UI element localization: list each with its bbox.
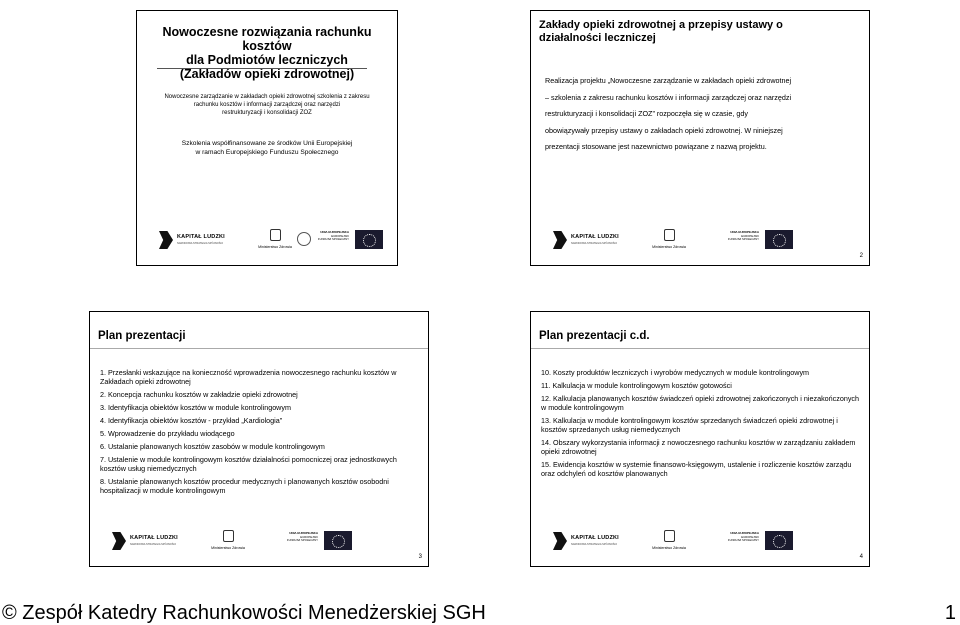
agenda-item: 7. Ustalenie w module kontrolingowym kosztów działalności pomocniczej oraz jednostkowych kosztów usług niemedycznych	[100, 455, 397, 473]
eu-flag-icon	[765, 230, 793, 249]
ministry-logo	[204, 530, 252, 554]
title-divider	[531, 348, 869, 349]
ministry-logo	[645, 229, 693, 253]
eu-logo-text	[721, 231, 759, 242]
eu-line-2: EUROPEJSKI	[300, 534, 318, 539]
kapital-ludzki-tagline: NARODOWA STRATEGIA SPÓJNOŚCI	[571, 543, 618, 546]
eu-logo	[721, 531, 799, 551]
slide-1-title-line: (Zakładów opieki zdrowotnej)	[179, 67, 355, 81]
agenda-item: 11. Kalkulacja w module kontrolingowym kosztów gotowości	[541, 381, 732, 390]
slide-4-title: Plan prezentacji c.d.	[539, 330, 650, 342]
eu-line-2: EUROPEJSKI	[741, 233, 759, 238]
title-divider	[90, 348, 428, 349]
eu-line-2: EUROPEJSKI	[741, 534, 759, 539]
body-line: restrukturyzacji i konsolidacji ZOZ” rozpoczęła się w czasie, gdy	[545, 109, 748, 118]
eu-flag-icon	[355, 230, 383, 249]
kapital-ludzki-name: KAPITAŁ LUDZKI	[571, 234, 619, 240]
agenda-item: 1. Przesłanki wskazujące na konieczność wprowadzenia nowoczesnego rachunku kosztów w Zakładach opieki zdrowotnej	[100, 368, 397, 386]
ministry-name: Ministerstwo Zdrowia	[652, 546, 686, 550]
kapital-ludzki-logo	[553, 229, 629, 251]
agenda-item: 8. Ustalanie planowanych kosztów procedur medycznych i planowanych kosztów osobodni hospitalizacji w module kontrolingowym	[100, 477, 389, 495]
slide-2-title-line: działalności leczniczej	[539, 31, 656, 44]
slide-2-title	[539, 19, 839, 44]
title-divider	[157, 68, 367, 69]
subtitle-line: Nowoczesne zarządzanie w zakładach opieki zdrowotnej szkolenia z zakresu	[164, 94, 370, 100]
slide-2	[530, 10, 870, 266]
agenda-item: 3. Identyfikacja obiektów kosztów w module kontrolingowym	[100, 403, 291, 412]
logo-strip	[112, 530, 342, 554]
eu-line-1: UNIA EUROPEJSKA	[289, 531, 318, 535]
copyright-text: © Zespół Katedry Rachunkowości Menedżerskiej SGH	[2, 602, 486, 624]
page-number: 3	[418, 554, 422, 560]
slide-1-title	[145, 25, 389, 81]
kapital-ludzki-logo	[553, 530, 629, 552]
page-number: 4	[859, 554, 863, 560]
subtitle-line: rachunku kosztów i informacji zarządczej oraz narzędzi	[193, 102, 341, 108]
agenda-item: 13. Kalkulacja w module kontrolingowym kosztów sprzedanych świadczeń opieki zdrowotnej i kosztów sprzedanych usług niemedycznych	[541, 416, 838, 434]
eu-line-1: UNIA EUROPEJSKA	[730, 230, 759, 234]
kapital-ludzki-tagline: NARODOWA STRATEGIA SPÓJNOŚCI	[571, 242, 618, 245]
eu-flag-icon	[324, 531, 352, 550]
page-number: 2	[859, 253, 863, 259]
body-line: – szkolenia z zakresu rachunku kosztów i informacji zarządczej oraz narzędzi	[545, 92, 792, 102]
slide-1-subtitle	[143, 93, 391, 117]
eu-line-3: FUNDUSZ SPOŁECZNY	[317, 237, 349, 242]
eu-logo-text	[280, 532, 318, 543]
eu-line-1: UNIA EUROPEJSKA	[320, 230, 349, 234]
kapital-ludzki-name: KAPITAŁ LUDZKI	[571, 535, 619, 541]
eu-line-2: EUROPEJSKI	[331, 233, 349, 238]
ministry-name: Ministerstwo Zdrowia	[258, 245, 292, 249]
slide-4	[530, 311, 870, 567]
eu-logo	[280, 531, 358, 551]
page-footer	[0, 600, 960, 625]
eagle-emblem-icon	[664, 229, 675, 241]
logo-strip	[553, 530, 783, 554]
eu-line-1: UNIA EUROPEJSKA	[730, 531, 759, 535]
funding-line: w ramach Europejskiego Funduszu Społecznego	[195, 149, 339, 156]
seal-icon	[297, 232, 311, 246]
agenda-item: 15. Ewidencja kosztów w systemie finansowo-księgowym, ustalenie i rozliczenie kosztów zarządu oraz odchyleń od kosztów planowanych	[541, 460, 852, 478]
kapital-ludzki-tagline: NARODOWA STRATEGIA SPÓJNOŚCI	[177, 242, 224, 245]
eu-logo-text	[311, 231, 349, 242]
slide-1-title-line: dla Podmiotów leczniczych	[186, 53, 348, 67]
slide-1-title-line: Nowoczesne rozwiązania rachunku kosztów	[162, 25, 372, 53]
funding-line: Szkolenia współfinansowane ze środków Unii Europejskiej	[181, 140, 353, 147]
logo-strip	[553, 229, 783, 253]
slide-3	[89, 311, 429, 567]
eu-logo	[721, 230, 799, 250]
kapital-ludzki-mark-icon	[553, 532, 567, 550]
agenda-list	[100, 368, 420, 499]
subtitle-line: restrukturyzacji i konsolidacji ZOZ	[222, 110, 312, 116]
kapital-ludzki-mark-icon	[553, 231, 567, 249]
eu-logo-text	[721, 532, 759, 543]
eagle-emblem-icon	[664, 530, 675, 542]
eu-logo	[311, 230, 389, 250]
slide-3-title: Plan prezentacji	[98, 330, 186, 342]
body-line: obowiązywały przepisy ustawy o zakładach opieki zdrowotnej. W niniejszej	[545, 125, 783, 135]
agenda-list	[541, 368, 861, 482]
eu-line-3: FUNDUSZ SPOŁECZNY	[727, 538, 759, 543]
body-line: prezentacji stosowane jest nazewnictwo powiązane z nazwą projektu.	[545, 142, 767, 151]
ministry-logo	[251, 229, 299, 253]
eagle-emblem-icon	[270, 229, 281, 241]
kapital-ludzki-logo	[112, 530, 188, 552]
funding-note	[143, 139, 391, 157]
eagle-emblem-icon	[223, 530, 234, 542]
agenda-item: 4. Identyfikacja obiektów kosztów - przykład „Kardiologia”	[100, 416, 283, 425]
logo-strip	[159, 229, 389, 253]
ministry-name: Ministerstwo Zdrowia	[652, 245, 686, 249]
agenda-item: 5. Wprowadzenie do przykładu wiodącego	[100, 429, 235, 438]
eu-line-3: FUNDUSZ SPOŁECZNY	[727, 237, 759, 242]
agenda-item: 2. Koncepcja rachunku kosztów w zakładzie opieki zdrowotnej	[100, 390, 298, 399]
agenda-item: 6. Ustalanie planowanych kosztów zasobów w module kontrolingowym	[100, 442, 325, 451]
kapital-ludzki-mark-icon	[112, 532, 126, 550]
kapital-ludzki-mark-icon	[159, 231, 173, 249]
slide-2-title-line: Zakłady opieki zdrowotnej a przepisy ustawy o	[539, 19, 783, 31]
slide-1	[136, 10, 398, 266]
ministry-logo	[645, 530, 693, 554]
ministry-name: Ministerstwo Zdrowia	[211, 546, 245, 550]
slide-2-body	[545, 73, 859, 156]
eu-line-3: FUNDUSZ SPOŁECZNY	[286, 538, 318, 543]
kapital-ludzki-tagline: NARODOWA STRATEGIA SPÓJNOŚCI	[130, 543, 177, 546]
kapital-ludzki-name: KAPITAŁ LUDZKI	[177, 234, 225, 240]
kapital-ludzki-logo	[159, 229, 235, 251]
body-line: Realizacja projektu „Nowoczesne zarządzanie w zakładach opieki zdrowotnej	[545, 76, 792, 85]
kapital-ludzki-name: KAPITAŁ LUDZKI	[130, 535, 178, 541]
agenda-item: 10. Koszty produktów leczniczych i wyrobów medycznych w module kontrolingowym	[541, 368, 810, 377]
eu-flag-icon	[765, 531, 793, 550]
sheet-number: 1	[944, 602, 956, 624]
agenda-item: 14. Obszary wykorzystania informacji z nowoczesnego rachunku kosztów w zarządzaniu zakładem opieki zdrowotnej	[541, 438, 856, 456]
agenda-item: 12. Kalkulacja planowanych kosztów świadczeń opieki zdrowotnej zakończonych i niezakończonych w module kontrolingowym	[541, 394, 860, 412]
